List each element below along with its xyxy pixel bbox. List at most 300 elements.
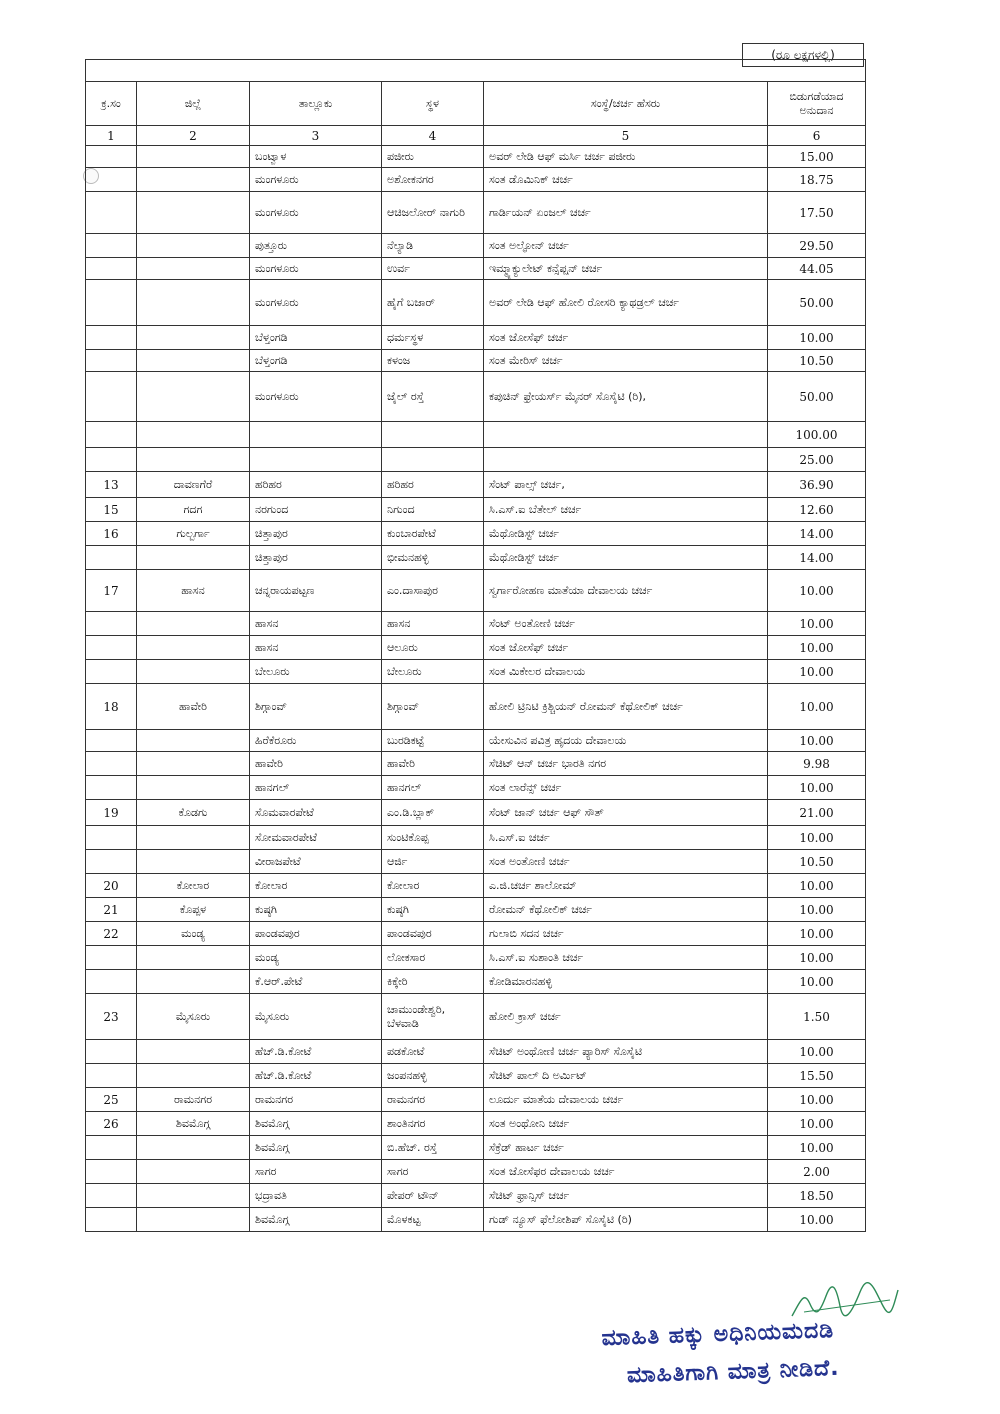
institution-cell: ಸೆಚಿಟ್ ಅಂಥೋಣಿ ಚರ್ಚ ಪ್ಯಾರಿಸ್ ಸೊಸೈಟಿ (484, 1040, 768, 1064)
amount-cell: 10.00 (768, 660, 866, 684)
table-row (86, 826, 866, 850)
institution-cell: ಹೋಲಿ ಕ್ರಾಸ್ ಚರ್ಚ (484, 994, 768, 1040)
place-cell: ಉರ್ವ (382, 258, 484, 280)
institution-cell: ಸಿ.ಎಸ್.ಐ ಚರ್ಚ (484, 826, 768, 850)
column-number: 3 (250, 126, 382, 146)
sl-cell (86, 326, 137, 350)
amount-cell: 10.00 (768, 946, 866, 970)
amount-cell: 17.50 (768, 192, 866, 234)
sl-cell: 16 (86, 522, 137, 546)
sl-cell: 25 (86, 1088, 137, 1112)
district-cell: ದಾವಣಗೆರೆ (137, 472, 250, 498)
sl-cell: 26 (86, 1112, 137, 1136)
place-cell: ಎಂ.ದಾಸಾಪುರ (382, 570, 484, 612)
sl-cell (86, 730, 137, 752)
sl-cell (86, 1064, 137, 1088)
district-cell (137, 1208, 250, 1232)
amount-cell: 14.00 (768, 522, 866, 546)
institution-cell: ಸಂತ ಡೊಮಿನಿಕ್ ಚರ್ಚ (484, 168, 768, 192)
district-cell (137, 146, 250, 168)
institution-cell: ಸಿ.ಎಸ್.ಐ ಸುಶಾಂತಿ ಚರ್ಚ (484, 946, 768, 970)
place-cell: ನಿಗುಂದ (382, 498, 484, 522)
amount-cell: 10.00 (768, 970, 866, 994)
table-row (86, 1064, 866, 1088)
place-cell: ಭೀಮನಹಳ್ಳಿ (382, 546, 484, 570)
sl-cell (86, 970, 137, 994)
institution-cell: ಸೆಚಿಟ್ ಪಾಲ್ ದಿ ಅರ್ಮಿಟ್ (484, 1064, 768, 1088)
sl-cell (86, 946, 137, 970)
amount-cell: 10.00 (768, 730, 866, 752)
place-cell: ಜಂಪನಹಳ್ಳಿ (382, 1064, 484, 1088)
district-cell (137, 546, 250, 570)
amount-cell: 10.00 (768, 612, 866, 636)
amount-cell: 18.75 (768, 168, 866, 192)
district-cell: ರಾಮನಗರ (137, 1088, 250, 1112)
sl-cell (86, 258, 137, 280)
taluk-cell: ಪುತ್ತೂರು (250, 234, 382, 258)
place-cell: ಪಜೀರು (382, 146, 484, 168)
place-cell: ಎಂ.ಡಿ.ಬ್ಲಾಕ್ (382, 800, 484, 826)
district-cell (137, 826, 250, 850)
taluk-cell: ಚಿತ್ತಾಪುರ (250, 522, 382, 546)
table-row (86, 800, 866, 826)
taluk-cell: ಶಿವಮೊಗ್ಗ (250, 1136, 382, 1160)
place-cell: ಬೇಲೂರು (382, 660, 484, 684)
taluk-cell: ಹಾನಗಲ್ (250, 776, 382, 800)
place-cell: ಆಲೂರು (382, 636, 484, 660)
table-row (86, 1184, 866, 1208)
taluk-cell: ಮಂಗಳೂರು (250, 168, 382, 192)
table-row (86, 168, 866, 192)
institution-cell: ಗಾರ್ಡಿಯನ್ ಏಂಜಲ್ ಚರ್ಚ (484, 192, 768, 234)
header-taluk: ತಾಲ್ಲೂಕು (250, 82, 382, 126)
taluk-cell: ಭದ್ರಾವತಿ (250, 1184, 382, 1208)
place-cell: ಹೈಗೆ ಬಜಾರ್ (382, 280, 484, 326)
institution-cell: ಲೂರ್ದು ಮಾತೆಯ ದೇವಾಲಯ ಚರ್ಚ (484, 1088, 768, 1112)
district-cell (137, 326, 250, 350)
amount-cell: 36.90 (768, 472, 866, 498)
district-cell (137, 1064, 250, 1088)
place-cell: ನೆಲ್ಯಾಡಿ (382, 234, 484, 258)
sl-cell (86, 234, 137, 258)
taluk-cell: ಬಂಟ್ವಾಳ (250, 146, 382, 168)
taluk-cell: ಮಂಡ್ಯ (250, 946, 382, 970)
table-row (86, 898, 866, 922)
table-top-blank-row (86, 60, 866, 82)
district-cell: ಹಾವೇರಿ (137, 684, 250, 730)
place-cell: ಕುಂಬಾರಪೇಟೆ (382, 522, 484, 546)
place-cell: ಹಾಸನ (382, 612, 484, 636)
district-cell: ಶಿವಮೊಗ್ಗ (137, 1112, 250, 1136)
taluk-cell: ಸೊಮವಾರಪೇಟೆ (250, 800, 382, 826)
district-cell (137, 168, 250, 192)
taluk-cell: ಚಿತ್ತಾಪುರ (250, 546, 382, 570)
header-sl: ಕ್ರ.ಸಂ (86, 82, 137, 126)
table-row (86, 1112, 866, 1136)
institution-cell: ಸಂತ ಲಾರೆನ್ಸ್ ಚರ್ಚ (484, 776, 768, 800)
header-district: ಜಿಲ್ಲೆ (137, 82, 250, 126)
amount-cell: 12.60 (768, 498, 866, 522)
table-row (86, 258, 866, 280)
amount-cell: 10.00 (768, 1088, 866, 1112)
district-cell (137, 422, 250, 448)
institution-cell: ಹೋಲಿ ಟ್ರಿನಿಟಿ ಕ್ರಿಶ್ಚಿಯನ್ ರೋಮನ್ ಕೆಥೋಲಿಕ್ ಚರ್ಚ (484, 684, 768, 730)
rti-stamp (594, 1284, 958, 1406)
amount-cell: 10.00 (768, 636, 866, 660)
table-row (86, 1208, 866, 1232)
place-cell: ಪಡಕೋಟೆ (382, 1040, 484, 1064)
taluk-cell: ಶಿವಮೊಗ್ಗ (250, 1112, 382, 1136)
place-cell: ಲೋಕಸಾರ (382, 946, 484, 970)
district-cell (137, 1160, 250, 1184)
table-row (86, 660, 866, 684)
table-row (86, 684, 866, 730)
table-row (86, 326, 866, 350)
institution-cell: ಕಪುಚಿನ್ ಫ್ರೇಯರ್ಸ್ ಮೈನರ್ ಸೊಸೈಟಿ (ರಿ), (484, 372, 768, 422)
sl-cell (86, 776, 137, 800)
column-number-row (86, 126, 866, 146)
sl-cell (86, 1160, 137, 1184)
table-row (86, 874, 866, 898)
sl-cell: 19 (86, 800, 137, 826)
institution-cell: ಸಂತ ಅಂತೋಣಿ ಚರ್ಚ (484, 850, 768, 874)
district-cell: ಕೊಪ್ಪಳ (137, 898, 250, 922)
institution-cell: ರೋಮನ್ ಕೆಥೋಲಿಕ್ ಚರ್ಚ (484, 898, 768, 922)
place-cell: ಕುಷ್ಠಗಿ (382, 898, 484, 922)
sl-cell: 22 (86, 922, 137, 946)
sl-cell (86, 448, 137, 472)
institution-cell: ಗುಡ್ ನ್ಯೂಸ್ ಫೆಲೋಶಿಪ್ ಸೊಸೈಟಿ (ರಿ) (484, 1208, 768, 1232)
district-cell (137, 970, 250, 994)
district-cell (137, 776, 250, 800)
table-row (86, 636, 866, 660)
taluk-cell: ಕೋಲಾರ (250, 874, 382, 898)
sl-cell (86, 192, 137, 234)
district-cell (137, 234, 250, 258)
sl-cell: 23 (86, 994, 137, 1040)
district-cell (137, 752, 250, 776)
sl-cell (86, 372, 137, 422)
taluk-cell: ಪಾಂಡವಪುರ (250, 922, 382, 946)
place-cell: ಬಿ.ಹೆಚ್. ರಸ್ತೆ (382, 1136, 484, 1160)
taluk-cell: ಹರಿಹರ (250, 472, 382, 498)
table-row (86, 498, 866, 522)
column-number: 5 (484, 126, 768, 146)
sl-cell: 15 (86, 498, 137, 522)
taluk-cell: ಕುಷ್ಠಗಿ (250, 898, 382, 922)
place-cell: ಸಾಗರ (382, 1160, 484, 1184)
sl-cell: 13 (86, 472, 137, 498)
taluk-cell: ಮಂಗಳೂರು (250, 372, 382, 422)
institution-cell: ಸೆಚಿಟ್ ಫ್ರಾನ್ಸಿಸ್ ಚರ್ಚ (484, 1184, 768, 1208)
institution-cell: ಸೆಂಟ್ ಅಂತೋಣಿ ಚರ್ಚ (484, 612, 768, 636)
taluk-cell: ಬೆಳ್ತಂಗಡಿ (250, 350, 382, 372)
amount-cell: 21.00 (768, 800, 866, 826)
institution-cell: ಸಂತ ಜೋಸೆಫ್ ಚರ್ಚ (484, 326, 768, 350)
table-row (86, 730, 866, 752)
table-row (86, 612, 866, 636)
institution-cell: ಗುಲಾಬಿ ಸದನ ಚರ್ಚ (484, 922, 768, 946)
amount-cell: 10.00 (768, 922, 866, 946)
place-cell: ಜೈಲ್ ರಸ್ತೆ (382, 372, 484, 422)
taluk-cell: ಹಾಸನ (250, 636, 382, 660)
district-cell (137, 372, 250, 422)
place-cell (382, 422, 484, 448)
amount-cell: 10.50 (768, 350, 866, 372)
grant-table (85, 59, 866, 1232)
table-row (86, 776, 866, 800)
institution-cell: ಸ್ವರ್ಗಾರೋಹಣ ಮಾತೆಯಾ ದೇವಾಲಯ ಚರ್ಚ (484, 570, 768, 612)
sl-cell: 17 (86, 570, 137, 612)
table-row (86, 448, 866, 472)
amount-cell: 1.50 (768, 994, 866, 1040)
place-cell: ಬುರಡಿಕಟ್ಟೆ (382, 730, 484, 752)
place-cell: ಹರಿಹರ (382, 472, 484, 498)
taluk-cell (250, 448, 382, 472)
institution-cell: ಸಂತ ಮಿಕೇಲರ ದೇವಾಲಯ (484, 660, 768, 684)
header-amount: ಬಿಡುಗಡೆಯಾದ ಅನುದಾನ (768, 82, 866, 126)
taluk-cell: ಹಿರೆಕೆರೂರು (250, 730, 382, 752)
place-cell: ಚಾಮುಂಡೇಶ್ವರಿ, ಬೆಳವಾಡಿ (382, 994, 484, 1040)
place-cell: ಅಶೋಕನಗರ (382, 168, 484, 192)
table-row (86, 372, 866, 422)
amount-cell: 10.00 (768, 826, 866, 850)
district-cell: ಕೊಡಗು (137, 800, 250, 826)
table-row (86, 850, 866, 874)
district-cell (137, 258, 250, 280)
amount-cell: 10.00 (768, 1112, 866, 1136)
taluk-cell (250, 422, 382, 448)
table-row (86, 546, 866, 570)
taluk-cell: ಕೆ.ಆರ್.ಪೇಟೆ (250, 970, 382, 994)
taluk-cell: ಮೈಸೂರು (250, 994, 382, 1040)
sl-cell (86, 1184, 137, 1208)
institution-cell: ಸಂತ ಮೇರಿಸ್ ಚರ್ಚ (484, 350, 768, 372)
institution-cell: ಯೇಸುವಿನ ಪವಿತ್ರ ಹೃದಯ ದೇವಾಲಯ (484, 730, 768, 752)
place-cell (382, 448, 484, 472)
sl-cell (86, 612, 137, 636)
institution-cell: ಎ.ಜಿ.ಚರ್ಚ ಶಾಲೋಮ್ (484, 874, 768, 898)
table-row (86, 280, 866, 326)
place-cell: ಕಿಕ್ಕೇರಿ (382, 970, 484, 994)
place-cell: ಪಾಂಡವಪುರ (382, 922, 484, 946)
institution-cell: ಸೆಂಟ್ ಜಾನ್ ಚರ್ಚ ಆಫ್ ಸೌತ್ (484, 800, 768, 826)
institution-cell: ಅವರ್ ಲೇಡಿ ಆಫ್ ಮರ್ಸಿ ಚರ್ಚ ಪಜೀರು (484, 146, 768, 168)
table-row (86, 1160, 866, 1184)
institution-cell: ಮೆಥೋಡಿಸ್ಟ್ ಚರ್ಚ (484, 546, 768, 570)
institution-cell (484, 422, 768, 448)
amount-cell: 14.00 (768, 546, 866, 570)
place-cell: ಧರ್ಮಸ್ಥಳ (382, 326, 484, 350)
institution-cell: ಸಿ.ಎಸ್.ಐ ಬೆತೇಲ್ ಚರ್ಚ (484, 498, 768, 522)
institution-cell: ಸಂತ ಜೋಸೆಫ್ ಚರ್ಚ (484, 636, 768, 660)
amount-cell: 10.00 (768, 684, 866, 730)
amount-cell: 25.00 (768, 448, 866, 472)
amount-cell: 15.00 (768, 146, 866, 168)
sl-cell (86, 422, 137, 448)
district-cell (137, 730, 250, 752)
place-cell: ಶಿಗ್ಗಾಂವ್ (382, 684, 484, 730)
table-row (86, 994, 866, 1040)
header-institution: ಸಂಸ್ಥೆ/ಚರ್ಚ ಹೆಸರು (484, 82, 768, 126)
sl-cell: 18 (86, 684, 137, 730)
amount-cell: 10.00 (768, 326, 866, 350)
taluk-cell: ಶಿವಮೊಗ್ಗ (250, 1208, 382, 1232)
district-cell (137, 850, 250, 874)
place-cell: ಪೇಪರ್ ಟೌನ್ (382, 1184, 484, 1208)
sl-cell (86, 1040, 137, 1064)
institution-cell: ಮೆಥೋಡಿಸ್ಟ್ ಚರ್ಚ (484, 522, 768, 546)
district-cell (137, 612, 250, 636)
amount-cell: 10.00 (768, 570, 866, 612)
place-cell: ಆರ್ಜಿ (382, 850, 484, 874)
taluk-cell: ಹಾಸನ (250, 612, 382, 636)
taluk-cell: ರಾಮನಗರ (250, 1088, 382, 1112)
sl-cell (86, 826, 137, 850)
institution-cell: ಅವರ್ ಲೇಡಿ ಆಫ್ ಹೋಲಿ ರೋಸರಿ ಕ್ಯಾಥಡ್ರಲ್ ಚರ್ಚ (484, 280, 768, 326)
column-number: 4 (382, 126, 484, 146)
district-cell: ಹಾಸನ (137, 570, 250, 612)
taluk-cell: ಚನ್ನರಾಯಪಟ್ಟಣ (250, 570, 382, 612)
district-cell: ಕೋಲಾರ (137, 874, 250, 898)
district-cell: ಗದಗ (137, 498, 250, 522)
district-cell (137, 280, 250, 326)
amount-cell: 50.00 (768, 372, 866, 422)
blank-cell (86, 60, 866, 82)
stamp-line-1: ಮಾಹಿತಿ ಹಕ್ಕು ಅಧಿನಿಯಮದಡಿ (601, 1317, 835, 1352)
amount-cell: 10.50 (768, 850, 866, 874)
table-row (86, 350, 866, 372)
header-row (86, 82, 866, 126)
place-cell: ಕಳಂಜ (382, 350, 484, 372)
table-row (86, 192, 866, 234)
place-cell: ಆಚಿಜಲೋರ್ ನಾಗುರಿ (382, 192, 484, 234)
institution-cell (484, 448, 768, 472)
sl-cell (86, 850, 137, 874)
institution-cell: ಸಂತ ಅಲ್ಫೋನ್ ಚರ್ಚ (484, 234, 768, 258)
taluk-cell: ಮಂಗಳೂರು (250, 258, 382, 280)
taluk-cell: ಮಂಗಳೂರು (250, 192, 382, 234)
table-row (86, 146, 866, 168)
header-place: ಸ್ಥಳ (382, 82, 484, 126)
place-cell: ಶಾಂತಿನಗರ (382, 1112, 484, 1136)
sl-cell (86, 660, 137, 684)
district-cell (137, 1040, 250, 1064)
table-row (86, 752, 866, 776)
sl-cell: 20 (86, 874, 137, 898)
amount-cell: 10.00 (768, 898, 866, 922)
sl-cell (86, 168, 137, 192)
sl-cell (86, 546, 137, 570)
table-row (86, 1088, 866, 1112)
institution-cell: ಕೋಡಿಮಾರನಹಳ್ಳಿ (484, 970, 768, 994)
taluk-cell: ಬೇಲೂರು (250, 660, 382, 684)
institution-cell: ಸಂತ ಅಂಥೋನಿ ಚರ್ಚ (484, 1112, 768, 1136)
district-cell (137, 192, 250, 234)
table-row (86, 1040, 866, 1064)
column-number: 2 (137, 126, 250, 146)
place-cell: ರಾಮನಗರ (382, 1088, 484, 1112)
table-row (86, 946, 866, 970)
sl-cell (86, 1208, 137, 1232)
district-cell: ಮೈಸೂರು (137, 994, 250, 1040)
stamp-line-2: ಮಾಹಿತಿಗಾಗಿ ಮಾತ್ರ ನೀಡಿದೆ. (626, 1355, 840, 1389)
place-cell: ಕೋಲಾರ (382, 874, 484, 898)
taluk-cell: ಬೆಳ್ತಂಗಡಿ (250, 326, 382, 350)
district-cell (137, 660, 250, 684)
institution-cell: ಸೆಕ್ರೆಡ್ ಹಾರ್ಟ ಚರ್ಚ (484, 1136, 768, 1160)
table-row (86, 1136, 866, 1160)
district-cell (137, 448, 250, 472)
institution-cell: ಸೆಂಟ್ ಪಾಲ್ಸ್ ಚರ್ಚ, (484, 472, 768, 498)
taluk-cell: ಸೋಮವಾರಪೇಟೆ (250, 826, 382, 850)
taluk-cell: ಹೆಚ್.ಡಿ.ಕೋಟೆ (250, 1040, 382, 1064)
taluk-cell: ಸಾಗರ (250, 1160, 382, 1184)
taluk-cell: ಹೆಚ್.ಡಿ.ಕೋಟೆ (250, 1064, 382, 1088)
institution-cell: ಸಂತ ಜೋಸೆಫರ ದೇವಾಲಯ ಚರ್ಚ (484, 1160, 768, 1184)
table-row (86, 472, 866, 498)
district-cell (137, 1184, 250, 1208)
sl-cell: 21 (86, 898, 137, 922)
amount-cell: 10.00 (768, 1208, 866, 1232)
district-cell (137, 636, 250, 660)
taluk-cell: ಹಾವೇರಿ (250, 752, 382, 776)
amount-cell: 10.00 (768, 776, 866, 800)
place-cell: ಸುಂಟಿಕೊಪ್ಪ (382, 826, 484, 850)
column-number: 1 (86, 126, 137, 146)
table-row (86, 234, 866, 258)
column-number: 6 (768, 126, 866, 146)
place-cell: ಹಾನಗಲ್ (382, 776, 484, 800)
sl-cell (86, 752, 137, 776)
taluk-cell: ವೀರಾಜಪೇಟೆ (250, 850, 382, 874)
table-row (86, 522, 866, 546)
institution-cell: ಇಮ್ಮ್ಯಾಕ್ಯುಲೇಟ್ ಕನ್ಸೆಪ್ಷನ್ ಚರ್ಚ (484, 258, 768, 280)
amount-cell: 18.50 (768, 1184, 866, 1208)
amount-cell: 100.00 (768, 422, 866, 448)
sl-cell (86, 146, 137, 168)
sl-cell (86, 1136, 137, 1160)
district-cell: ಗುಲ್ಬರ್ಗಾ (137, 522, 250, 546)
amount-cell: 2.00 (768, 1160, 866, 1184)
sl-cell (86, 350, 137, 372)
unit-note: (ರೂ ಲಕ್ಷಗಳಲ್ಲಿ) (742, 43, 864, 67)
table-row (86, 922, 866, 946)
amount-cell: 10.00 (768, 1040, 866, 1064)
table-row (86, 570, 866, 612)
place-cell: ಹಾವೇರಿ (382, 752, 484, 776)
amount-cell: 10.00 (768, 1136, 866, 1160)
amount-cell: 50.00 (768, 280, 866, 326)
district-cell (137, 1136, 250, 1160)
sl-cell (86, 636, 137, 660)
table-row (86, 970, 866, 994)
district-cell: ಮಂಡ್ಯ (137, 922, 250, 946)
place-cell: ಮೊಳಕಟ್ಟ (382, 1208, 484, 1232)
taluk-cell: ಮಂಗಳೂರು (250, 280, 382, 326)
sl-cell (86, 280, 137, 326)
table-row (86, 422, 866, 448)
institution-cell: ಸೆಚಿಟ್ ಆನ್ ಚರ್ಚ ಭಾರತಿ ನಗರ (484, 752, 768, 776)
amount-cell: 15.50 (768, 1064, 866, 1088)
taluk-cell: ನರಗುಂದ (250, 498, 382, 522)
district-cell (137, 946, 250, 970)
amount-cell: 29.50 (768, 234, 866, 258)
amount-cell: 10.00 (768, 874, 866, 898)
amount-cell: 9.98 (768, 752, 866, 776)
taluk-cell: ಶಿಗ್ಗಾಂವ್ (250, 684, 382, 730)
amount-cell: 44.05 (768, 258, 866, 280)
